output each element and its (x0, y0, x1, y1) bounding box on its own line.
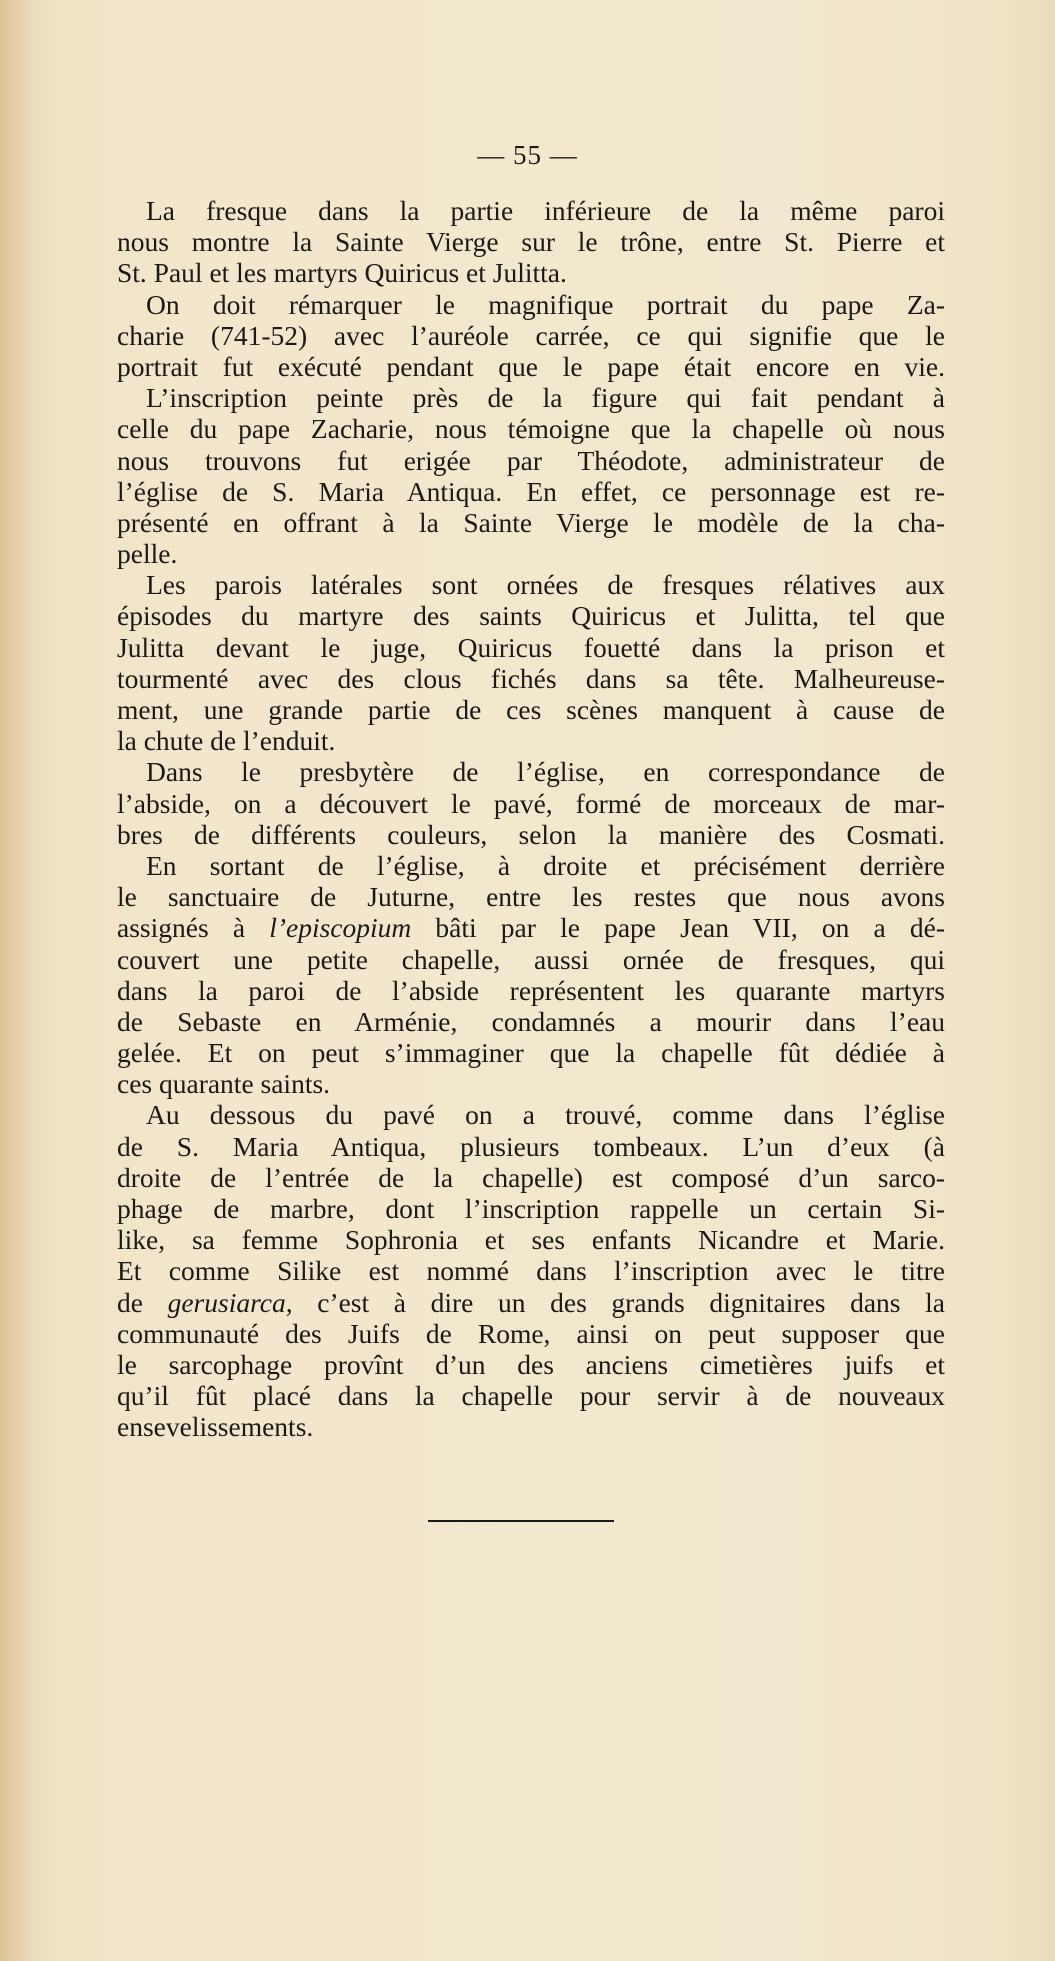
text-line: présenté en offrant à la Sainte Vierge le modèle de la cha- (117, 506, 945, 538)
text-line: St. Paul et les martyrs Quiricus et Julitta. (117, 257, 567, 289)
text-line: Au dessous du pavé on a trouvé, comme dans l’église (146, 1099, 945, 1131)
text-line: ment, une grande partie de ces scènes manquent à cause de (117, 694, 945, 725)
text-line: communauté des Juifs de Rome, ainsi on peut supposer que (117, 1317, 945, 1349)
text-segment: c’est à dire un des grands dignitaires dans la (292, 1286, 945, 1318)
text-segment: de (117, 1286, 168, 1318)
text-line: Et comme Silike est nommé dans l’inscription avec le titre (117, 1255, 945, 1287)
text-line: En sortant de l’église, à droite et précisément derrière (146, 849, 945, 881)
italic-term: gerusiarca, (167, 1286, 293, 1318)
text-line: On doit rémarquer le magnifique portrait du pape Za- (146, 288, 945, 320)
text-line: le sarcophage provînt d’un des anciens cimetières juifs et (117, 1348, 945, 1380)
italic-term: l’episcopium (269, 912, 412, 944)
text-line: La fresque dans la partie inférieure de la même paroi (146, 195, 945, 226)
text-line (117, 912, 945, 943)
text-line: Dans le presbytère de l’église, en correspondance de (146, 756, 945, 788)
text-line: portrait fut exécuté pendant que le pape était encore en vie. (117, 350, 945, 382)
text-line: charie (741-52) avec l’auréole carrée, ce qui signifie que le (117, 319, 945, 351)
text-line: couvert une petite chapelle, aussi ornée de fresques, qui (117, 943, 945, 975)
text-line: bres de différents couleurs, selon la manière des Cosmati. (117, 818, 945, 850)
text-line: de Sebaste en Arménie, condamnés a mourir dans l’eau (117, 1005, 945, 1037)
text-line: phage de marbre, dont l’inscription rappelle un certain Si- (117, 1193, 945, 1224)
body-text (117, 195, 945, 1443)
text-line (117, 1287, 945, 1318)
text-line: la chute de l’enduit. (117, 725, 336, 757)
end-separator-rule (428, 1520, 614, 1522)
text-line: tourmenté avec des clous fichés dans sa tête. Malheureuse- (117, 662, 945, 694)
text-line: droite de l’entrée de la chapelle) est composé d’un sarco- (117, 1161, 945, 1193)
text-line: nous montre la Sainte Vierge sur le trône, entre St. Pierre et (117, 226, 945, 258)
text-line: celle du pape Zacharie, nous témoigne que la chapelle où nous (117, 413, 945, 445)
text-line: like, sa femme Sophronia et ses enfants Nicandre et Marie. (117, 1224, 945, 1256)
text-line: dans la paroi de l’abside représentent les quarante martyrs (117, 974, 945, 1006)
page-number: — 55 — (477, 140, 578, 170)
text-line: pelle. (117, 538, 178, 570)
text-line: Julitta devant le juge, Quiricus fouetté dans la prison et (117, 631, 945, 663)
text-line: ces quarante saints. (117, 1068, 331, 1100)
text-line: épisodes du martyre des saints Quiricus et Julitta, tel que (117, 600, 945, 632)
text-segment: bâti par le pape Jean VII, on a dé- (411, 912, 945, 944)
text-line: Les parois latérales sont ornées de fresques rélatives aux (146, 569, 945, 601)
text-line: nous trouvons fut erigée par Théodote, administrateur de (117, 444, 945, 476)
text-line: qu’il fût placé dans la chapelle pour servir à de nouveaux (117, 1380, 945, 1412)
text-line: de S. Maria Antiqua, plusieurs tombeaux. L’un d’eux (à (117, 1130, 945, 1162)
text-line: le sanctuaire de Juturne, entre les restes que nous avons (117, 881, 945, 913)
text-line: ensevelissements. (117, 1411, 314, 1443)
text-line: L’inscription peinte près de la figure qui fait pendant à (146, 382, 945, 414)
text-line: l’abside, on a découvert le pavé, formé de morceaux de mar- (117, 787, 945, 819)
text-segment: assignés à (117, 912, 270, 944)
text-line: l’église de S. Maria Antiqua. En effet, ce personnage est re- (117, 475, 945, 507)
text-line: gelée. Et on peut s’immaginer que la chapelle fût dédiée à (117, 1037, 945, 1069)
